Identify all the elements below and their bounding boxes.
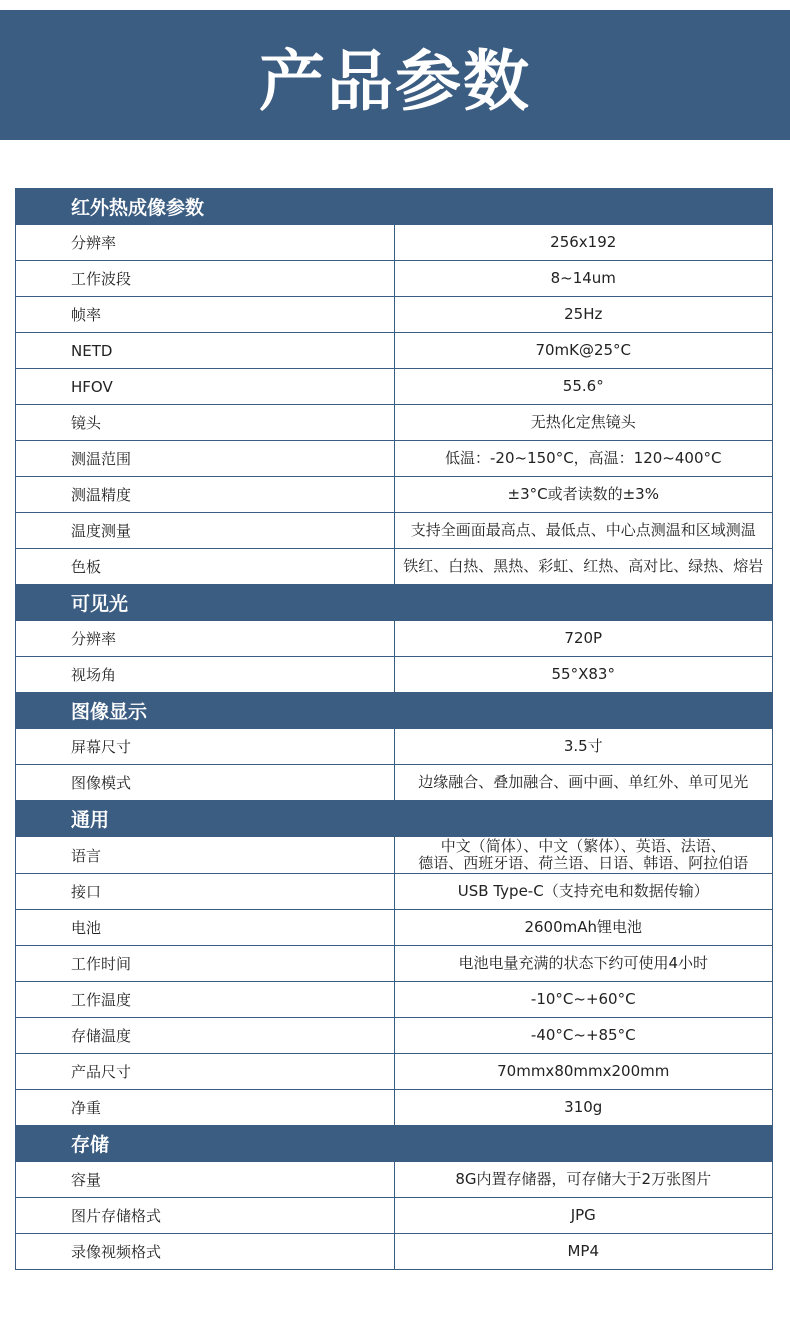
- table-row: [16, 225, 773, 261]
- row-label: 工作时间: [16, 946, 395, 982]
- row-label: 接口: [16, 874, 395, 910]
- row-value-line: 德语、西班牙语、荷兰语、日语、韩语、阿拉伯语: [418, 854, 749, 872]
- row-label: HFOV: [16, 369, 395, 405]
- row-label: 产品尺寸: [16, 1054, 395, 1090]
- row-label: 存储温度: [16, 1018, 395, 1054]
- row-label: 屏幕尺寸: [16, 729, 395, 765]
- title-banner: [0, 10, 790, 140]
- spec-table: [15, 188, 773, 1270]
- row-value: JPG: [394, 1198, 773, 1234]
- table-row: [16, 333, 773, 369]
- table-row: [16, 1234, 773, 1270]
- section-title: 存储: [16, 1126, 773, 1162]
- table-row: [16, 441, 773, 477]
- row-label: 录像视频格式: [16, 1234, 395, 1270]
- section-title: 可见光: [16, 585, 773, 621]
- row-value: 铁红、白热、黑热、彩虹、红热、高对比、绿热、熔岩: [394, 549, 773, 585]
- table-row: [16, 261, 773, 297]
- row-label: 测温范围: [16, 441, 395, 477]
- row-value: 无热化定焦镜头: [394, 405, 773, 441]
- table-row: [16, 369, 773, 405]
- section-header: [16, 189, 773, 225]
- table-row: [16, 982, 773, 1018]
- section-title: 通用: [16, 801, 773, 837]
- row-label: 净重: [16, 1090, 395, 1126]
- page-title: 产品参数: [259, 42, 531, 120]
- section-title: 图像显示: [16, 693, 773, 729]
- table-row: [16, 477, 773, 513]
- row-label: 工作波段: [16, 261, 395, 297]
- row-label: 工作温度: [16, 982, 395, 1018]
- row-value: -40°C~+85°C: [394, 1018, 773, 1054]
- row-value: 310g: [394, 1090, 773, 1126]
- row-value: 70mmx80mmx200mm: [394, 1054, 773, 1090]
- row-value: 55.6°: [394, 369, 773, 405]
- table-row: [16, 1090, 773, 1126]
- section-header: [16, 585, 773, 621]
- table-row: [16, 765, 773, 801]
- table-row: [16, 1162, 773, 1198]
- table-row: [16, 621, 773, 657]
- table-row: [16, 549, 773, 585]
- row-value: [394, 837, 773, 874]
- row-label: 分辨率: [16, 621, 395, 657]
- table-row: [16, 946, 773, 982]
- row-label: 色板: [16, 549, 395, 585]
- row-label: 分辨率: [16, 225, 395, 261]
- row-label: 测温精度: [16, 477, 395, 513]
- row-value: 电池电量充满的状态下约可使用4小时: [394, 946, 773, 982]
- table-row: [16, 729, 773, 765]
- row-value-line: 中文（简体）、中文（繁体）、英语、法语、: [440, 837, 726, 855]
- row-label: 镜头: [16, 405, 395, 441]
- row-label: 语言: [16, 837, 395, 874]
- table-row: [16, 513, 773, 549]
- row-value: 55°X83°: [394, 657, 773, 693]
- row-value: 低温：-20~150°C，高温：120~400°C: [394, 441, 773, 477]
- row-value: 8G内置存储器，可存储大于2万张图片: [394, 1162, 773, 1198]
- row-value: 8~14um: [394, 261, 773, 297]
- row-label: 温度测量: [16, 513, 395, 549]
- row-value: -10°C~+60°C: [394, 982, 773, 1018]
- table-row: [16, 1018, 773, 1054]
- row-value: 3.5寸: [394, 729, 773, 765]
- row-label: 图片存储格式: [16, 1198, 395, 1234]
- table-row: [16, 1054, 773, 1090]
- row-label: 视场角: [16, 657, 395, 693]
- table-row: [16, 837, 773, 874]
- table-row: [16, 297, 773, 333]
- table-row: [16, 1198, 773, 1234]
- row-value: MP4: [394, 1234, 773, 1270]
- row-value: 720P: [394, 621, 773, 657]
- row-label: 电池: [16, 910, 395, 946]
- table-row: [16, 405, 773, 441]
- row-value: USB Type-C（支持充电和数据传输）: [394, 874, 773, 910]
- table-row: [16, 874, 773, 910]
- table-row: [16, 657, 773, 693]
- section-header: [16, 801, 773, 837]
- row-value: ±3°C或者读数的±3%: [394, 477, 773, 513]
- row-label: 容量: [16, 1162, 395, 1198]
- row-label: 图像模式: [16, 765, 395, 801]
- table-row: [16, 910, 773, 946]
- row-label: 帧率: [16, 297, 395, 333]
- row-value: 25Hz: [394, 297, 773, 333]
- section-title: 红外热成像参数: [16, 189, 773, 225]
- row-value: 2600mAh锂电池: [394, 910, 773, 946]
- row-value: 支持全画面最高点、最低点、中心点测温和区域测温: [394, 513, 773, 549]
- row-value: 70mK@25°C: [394, 333, 773, 369]
- row-label: NETD: [16, 333, 395, 369]
- section-header: [16, 693, 773, 729]
- row-value: 256x192: [394, 225, 773, 261]
- section-header: [16, 1126, 773, 1162]
- row-value: 边缘融合、叠加融合、画中画、单红外、单可见光: [394, 765, 773, 801]
